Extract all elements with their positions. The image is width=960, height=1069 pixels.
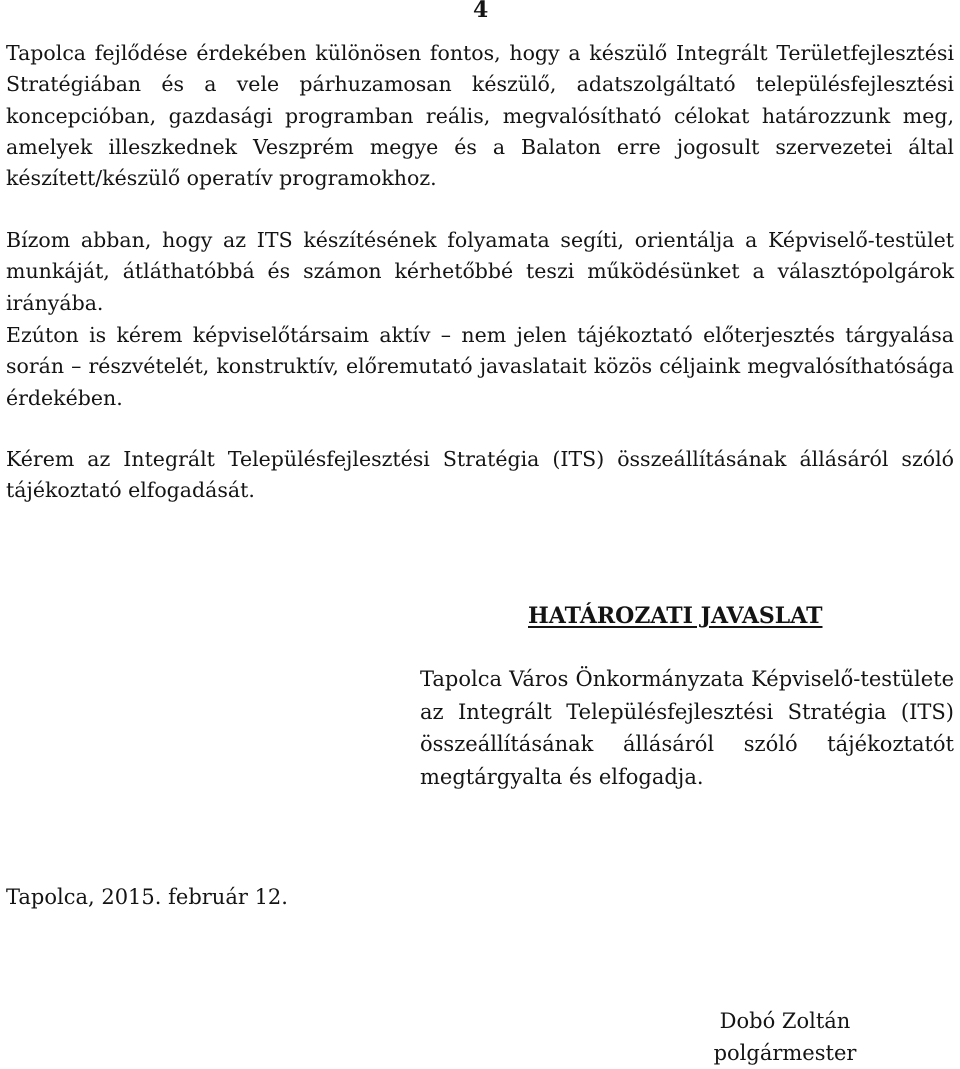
resolution-text: Tapolca Város Önkormányzata Képviselő-testülete az Integrált Településfejlesztési Stratégia (ITS) összeállításának állásáról szóló tájékoztatót megtárgyalta és elfogadja.: [420, 667, 954, 789]
body-paragraph-2: Bízom abban, hogy az ITS készítésének folyamata segíti, orientálja a Képviselő-testület munkáját, átláthatóbbá és számon kérhetőbbé teszi működésünket a választópolgárok irányába.: [6, 228, 954, 315]
signer-name: Dobó Zoltán: [719, 1009, 851, 1033]
body-paragraph-4: Kérem az Integrált Településfejlesztési Stratégia (ITS) összeállításának állásáról szóló tájékoztató elfogadását.: [6, 447, 954, 503]
signature-block: [700, 1005, 870, 1069]
body-paragraph-1: Tapolca fejlődése érdekében különösen fontos, hogy a készülő Integrált Területfejlesztési Stratégiában és a vele párhuzamosan készülő, adatszolgáltató településfejlesztési koncepcióban, gazdasági programban reális, megvalósítható célokat határozzunk meg, amelyek illeszkednek Veszprém megye és a Balaton erre jogosult szervezetei által készített/készülő operatív programokhoz.: [6, 41, 954, 191]
resolution-heading: HATÁROZATI JAVASLAT: [528, 603, 823, 629]
page-number: 4: [473, 0, 489, 23]
signer-title: polgármester: [713, 1041, 857, 1065]
body-paragraph-3: Ezúton is kérem képviselőtársaim aktív – nem jelen tájékoztató előterjesztés tárgyalása során – részvételét, konstruktív, előremutató javaslatait közös céljaink megvalósíthatósága érdekében.: [6, 323, 954, 410]
place-date: Tapolca, 2015. február 12.: [6, 885, 288, 909]
